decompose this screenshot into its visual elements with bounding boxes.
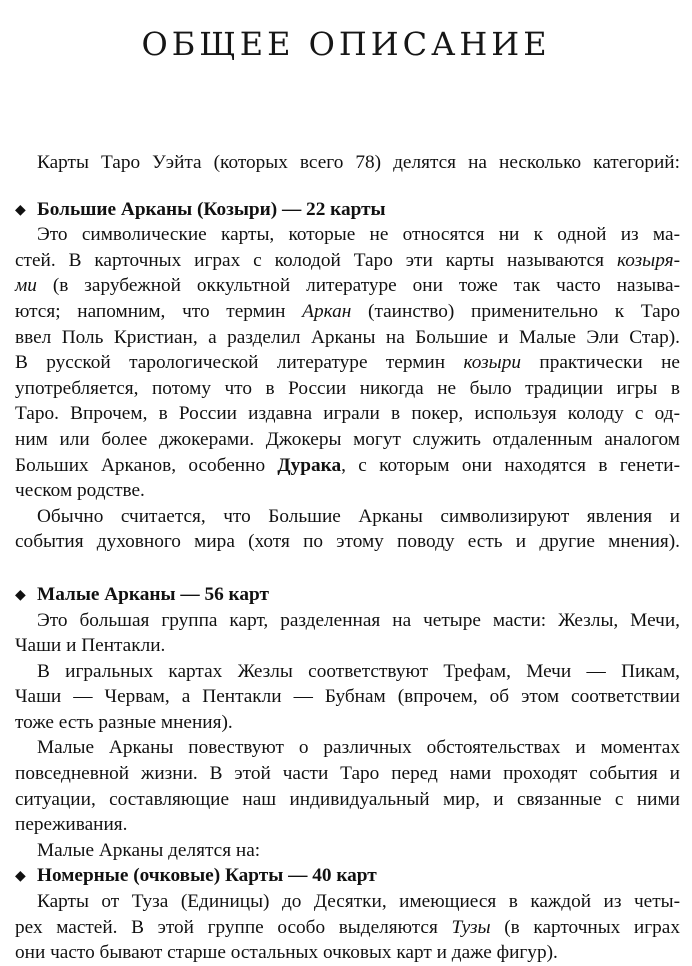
text-line: Таро. Впрочем, в России издавна играли в покер, используя колоду с од-: [15, 403, 680, 425]
minor-heading: [15, 582, 680, 608]
italic-term: ми: [15, 275, 37, 297]
text-line: Малые Арканы повествуют о различных обстоятельствах и моментах: [37, 737, 680, 759]
text-line: употребляется, потому что в России никогда не было традиции игры в: [15, 377, 680, 399]
text-line: В игральных картах Жезлы соответствуют Трефам, Мечи — Пикам,: [37, 660, 680, 682]
diamond-bullet-icon: ◆: [15, 587, 26, 603]
text-line: Карты от Туза (Единицы) до Десятки, имеющиеся в каждой из четы-: [37, 891, 680, 913]
intro-line: Карты Таро Уэйта (которых всего 78) делятся на несколько категорий:: [37, 152, 680, 173]
text-line: Малые Арканы делятся на:: [37, 839, 261, 861]
text-line: рех мастей. В этой группе особо выделяются Тузы (в карточных играх: [15, 916, 680, 938]
text-line: Это символические карты, которые не относятся ни к одной из ма-: [37, 224, 680, 246]
text-line: ются; напомним, что термин Аркан (таинство) применительно к Таро: [15, 300, 680, 322]
text-line: ми (в зарубежной оккультной литературе они тоже так часто называ-: [15, 275, 680, 297]
italic-term: козыря-: [616, 249, 680, 271]
text-line: тоже есть разные мнения).: [15, 711, 233, 733]
page-title: ОБЩЕЕ ОПИСАНИЕ: [141, 25, 551, 64]
bold-term: Дурака: [277, 454, 342, 476]
text-line: Чаши и Пентакли.: [15, 635, 166, 657]
diamond-bullet-icon: ◆: [15, 869, 26, 885]
text-line: Это большая группа карт, разделенная на четыре масти: Жезлы, Мечи,: [37, 609, 680, 631]
pips-heading-text: Номерные (очковые) Карты — 40 карт: [37, 865, 377, 887]
major-heading: [15, 197, 680, 223]
text-line: они часто бывают старше остальных очковых карт и даже фигур).: [15, 942, 558, 964]
page-body: [15, 150, 680, 966]
italic-term: Аркан: [302, 300, 352, 322]
text-line: ситуации, составляющие наш индивидуальный мир, и связанные с ними: [15, 788, 680, 810]
major-heading-text: Большие Арканы (Козыри) — 22 карты: [37, 198, 386, 220]
text-line: ввел Поль Кристиан, а разделил Арканы на Большие и Малые Эли Стар).: [15, 326, 680, 348]
minor-heading-text: Малые Арканы — 56 карт: [37, 583, 269, 605]
text-line: переживания.: [15, 814, 128, 836]
text-line: ческом родстве.: [15, 480, 145, 502]
text-line: Обычно считается, что Большие Арканы символизируют явления и: [37, 505, 680, 527]
italic-term: козыри: [463, 352, 521, 374]
pips-heading: [15, 863, 680, 889]
text-line: повседневной жизни. В этой части Таро перед нами проходят события и: [15, 763, 680, 785]
text-line: В русской тарологической литературе термин козыри практически не: [15, 352, 680, 374]
text-line: стей. В карточных играх с колодой Таро эти карты называются козыря-: [15, 249, 680, 271]
italic-term: Тузы: [451, 916, 491, 938]
diamond-bullet-icon: ◆: [15, 202, 26, 218]
text-line: Больших Арканов, особенно Дурака, с которым они находятся в генети-: [15, 454, 680, 476]
text-line: ним или более джокерами. Джокеры могут служить отдаленным аналогом: [15, 428, 680, 450]
text-line: Чаши — Червам, а Пентакли — Бубнам (впрочем, об этом соответствии: [15, 686, 680, 708]
text-line: события духовного мира (хотя по этому поводу есть и другие мнения).: [15, 531, 680, 553]
